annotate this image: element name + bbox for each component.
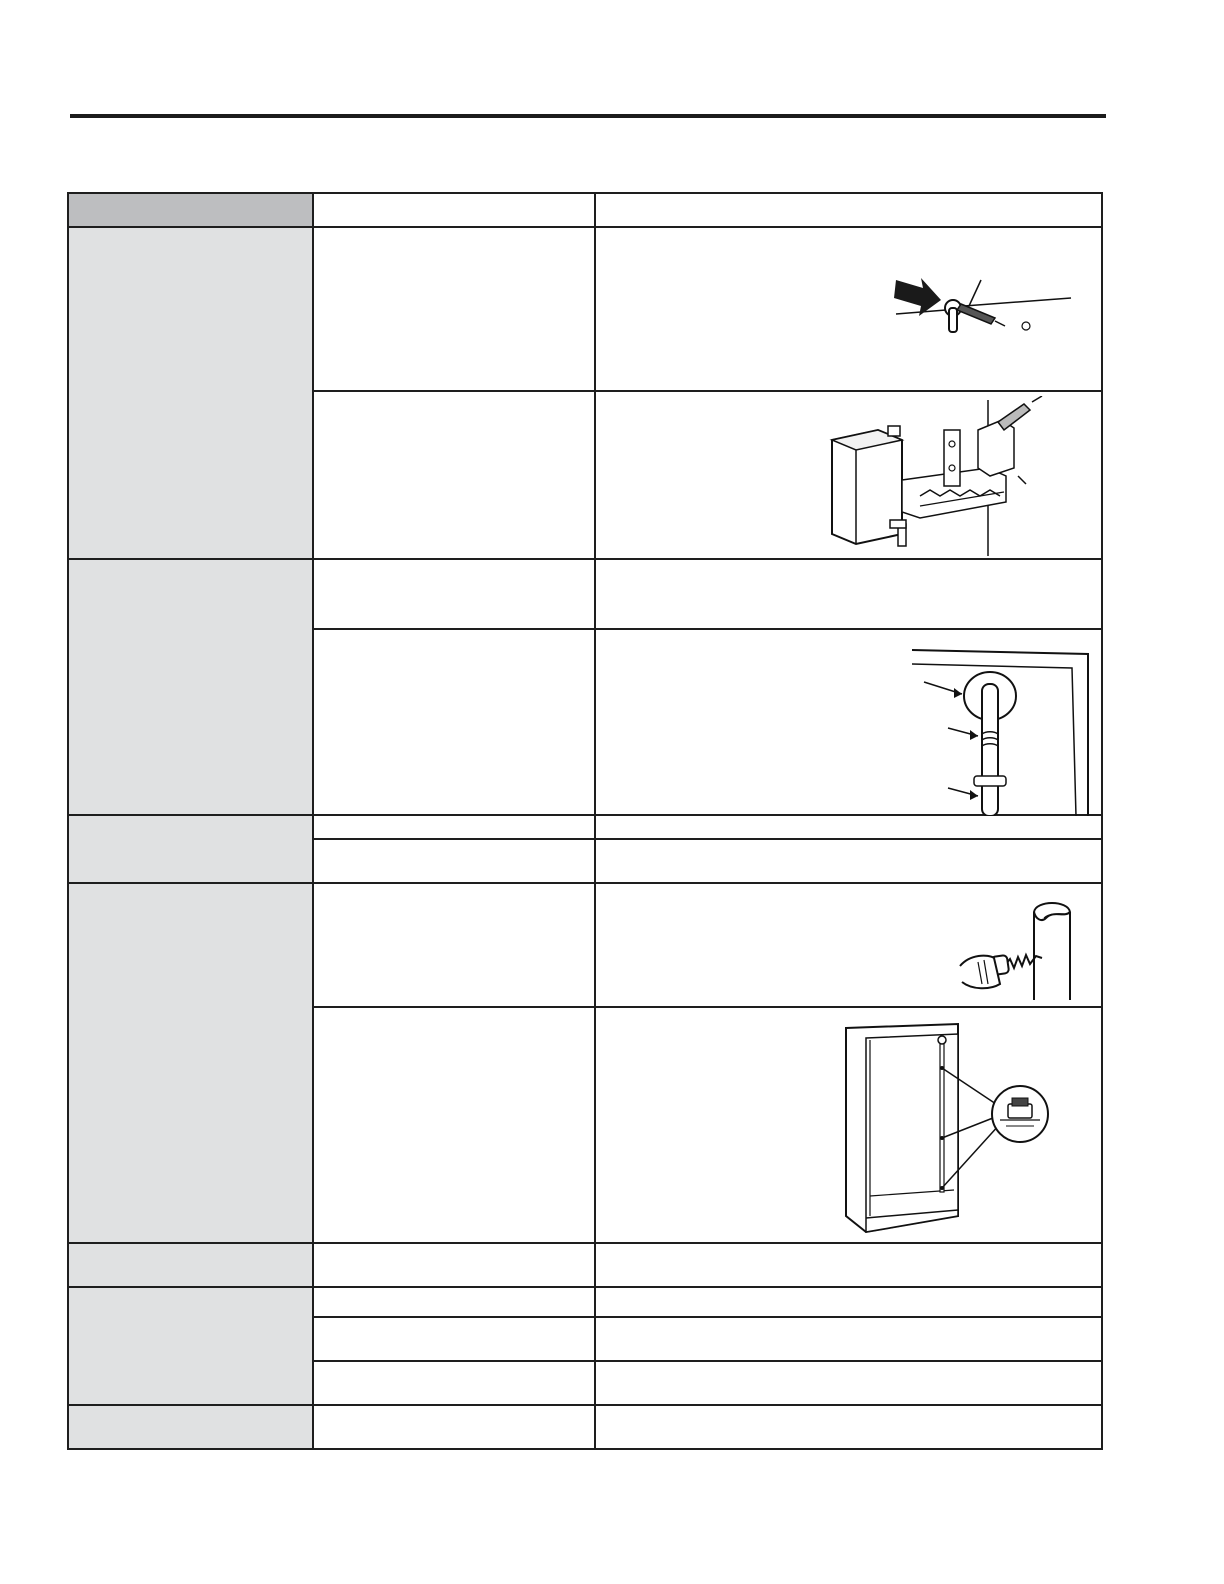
cause-cell bbox=[313, 815, 595, 839]
water-fitting-icon bbox=[912, 640, 1092, 816]
table-row bbox=[68, 559, 1102, 629]
header-rule bbox=[70, 114, 1106, 118]
cause-cell bbox=[313, 559, 595, 629]
table-row bbox=[68, 1243, 1102, 1287]
table-row bbox=[68, 1405, 1102, 1449]
action-cell bbox=[595, 883, 1102, 1007]
table-row bbox=[68, 1287, 1102, 1317]
action-cell bbox=[595, 839, 1102, 883]
icemaker-icon bbox=[828, 396, 1058, 556]
cause-cell bbox=[313, 1405, 595, 1449]
action-cell bbox=[595, 1007, 1102, 1243]
problem-cell bbox=[68, 1405, 313, 1449]
action-cell bbox=[595, 1361, 1102, 1405]
table-header-row bbox=[68, 193, 1102, 227]
cause-cell bbox=[313, 839, 595, 883]
cause-cell bbox=[313, 1243, 595, 1287]
action-cell bbox=[595, 1405, 1102, 1449]
problem-cell bbox=[68, 559, 313, 815]
action-cell bbox=[595, 815, 1102, 839]
header-problem bbox=[68, 193, 313, 227]
action-cell bbox=[595, 1287, 1102, 1317]
troubleshooting-table bbox=[67, 192, 1103, 1450]
header-what-to-do bbox=[595, 193, 1102, 227]
cause-cell bbox=[313, 1361, 595, 1405]
refrigerator-cabinet-icon bbox=[836, 1020, 1058, 1234]
cause-cell bbox=[313, 1007, 595, 1243]
problem-cell bbox=[68, 1287, 313, 1405]
header-possible-cause bbox=[313, 193, 595, 227]
action-cell bbox=[595, 629, 1102, 815]
problem-cell bbox=[68, 883, 313, 1243]
action-cell bbox=[595, 227, 1102, 391]
pin-and-arrow-icon bbox=[891, 274, 1076, 346]
table-row bbox=[68, 227, 1102, 391]
problem-cell bbox=[68, 1243, 313, 1287]
cause-cell bbox=[313, 227, 595, 391]
table-row bbox=[68, 815, 1102, 839]
problem-cell bbox=[68, 227, 313, 559]
cause-cell bbox=[313, 629, 595, 815]
table-row bbox=[68, 883, 1102, 1007]
cause-cell bbox=[313, 1287, 595, 1317]
action-cell bbox=[595, 1317, 1102, 1361]
cause-cell bbox=[313, 883, 595, 1007]
cause-cell bbox=[313, 391, 595, 559]
action-cell bbox=[595, 391, 1102, 559]
cause-cell bbox=[313, 1317, 595, 1361]
action-cell bbox=[595, 559, 1102, 629]
screw-and-tube-icon bbox=[956, 902, 1086, 1000]
action-cell bbox=[595, 1243, 1102, 1287]
problem-cell bbox=[68, 815, 313, 883]
